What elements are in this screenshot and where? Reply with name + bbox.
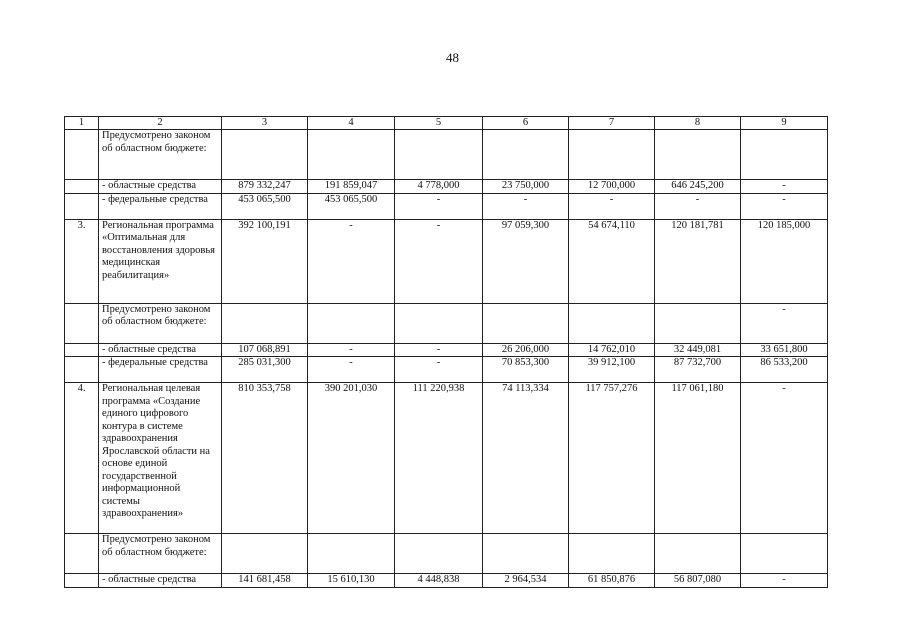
value-cell: - [741, 383, 828, 534]
table-row [65, 303, 828, 343]
value-cell: 810 353,758 [222, 383, 308, 534]
value-cell: 390 201,030 [308, 383, 395, 534]
header-cell: 5 [395, 117, 483, 130]
row-description: - областные средства [99, 180, 222, 194]
header-cell: 9 [741, 117, 828, 130]
value-cell: - [395, 343, 483, 357]
table-row [65, 219, 828, 303]
value-cell: - [741, 574, 828, 588]
value-cell: 117 061,180 [655, 383, 741, 534]
value-cell: 23 750,000 [483, 180, 569, 194]
row-index: 4. [65, 383, 99, 534]
table-row [65, 180, 828, 194]
table-row [65, 130, 828, 180]
value-cell: 453 065,500 [222, 193, 308, 219]
row-description: - областные средства [99, 574, 222, 588]
value-cell: 61 850,876 [569, 574, 655, 588]
value-cell: 107 068,891 [222, 343, 308, 357]
value-cell: - [395, 193, 483, 219]
value-cell [741, 130, 828, 180]
value-cell: 97 059,300 [483, 219, 569, 303]
value-cell: - [483, 193, 569, 219]
value-cell [655, 130, 741, 180]
value-cell [483, 534, 569, 574]
page-number: 48 [446, 50, 459, 65]
value-cell: - [569, 193, 655, 219]
header-cell: 8 [655, 117, 741, 130]
value-cell: 191 859,047 [308, 180, 395, 194]
value-cell: 120 185,000 [741, 219, 828, 303]
header-row [65, 117, 828, 130]
table-row [65, 343, 828, 357]
value-cell: 14 762,010 [569, 343, 655, 357]
header-cell: 6 [483, 117, 569, 130]
row-index [65, 130, 99, 180]
value-cell: - [395, 357, 483, 383]
value-cell [483, 303, 569, 343]
row-index [65, 357, 99, 383]
row-description: Региональная целевая программа «Создание единого цифрового контура в системе здравоохранения Ярославской области на основе единой государственной информационной системы здравоохранения» [99, 383, 222, 534]
value-cell: 39 912,100 [569, 357, 655, 383]
value-cell: 56 807,080 [655, 574, 741, 588]
value-cell: 453 065,500 [308, 193, 395, 219]
row-description: - федеральные средства [99, 357, 222, 383]
row-description: Предусмотрено законом об областном бюджете: [99, 130, 222, 180]
value-cell: - [308, 219, 395, 303]
row-index [65, 574, 99, 588]
value-cell: - [655, 193, 741, 219]
value-cell: - [308, 357, 395, 383]
table-row [65, 357, 828, 383]
value-cell: - [395, 219, 483, 303]
value-cell: 4 448,838 [395, 574, 483, 588]
value-cell [741, 534, 828, 574]
value-cell [395, 534, 483, 574]
value-cell [483, 130, 569, 180]
value-cell: 4 778,000 [395, 180, 483, 194]
value-cell: 74 113,334 [483, 383, 569, 534]
value-cell: 12 700,000 [569, 180, 655, 194]
header-cell: 7 [569, 117, 655, 130]
table-row [65, 574, 828, 588]
row-description: Предусмотрено законом об областном бюджете: [99, 303, 222, 343]
value-cell: 646 245,200 [655, 180, 741, 194]
table-row [65, 193, 828, 219]
table-row [65, 534, 828, 574]
value-cell: 285 031,300 [222, 357, 308, 383]
value-cell: 117 757,276 [569, 383, 655, 534]
value-cell [569, 534, 655, 574]
value-cell: 2 964,534 [483, 574, 569, 588]
row-description: Региональная программа «Оптимальная для восстановления здоровья медицинская реабилитация» [99, 219, 222, 303]
value-cell: 141 681,458 [222, 574, 308, 588]
value-cell [308, 303, 395, 343]
value-cell: 392 100,191 [222, 219, 308, 303]
value-cell: 70 853,300 [483, 357, 569, 383]
value-cell: 33 651,800 [741, 343, 828, 357]
value-cell [655, 303, 741, 343]
value-cell [569, 303, 655, 343]
value-cell: - [741, 303, 828, 343]
value-cell: 111 220,938 [395, 383, 483, 534]
value-cell: 879 332,247 [222, 180, 308, 194]
value-cell [569, 130, 655, 180]
value-cell: 15 610,130 [308, 574, 395, 588]
value-cell [395, 130, 483, 180]
value-cell: - [741, 180, 828, 194]
row-index [65, 343, 99, 357]
value-cell: - [741, 193, 828, 219]
row-index: 3. [65, 219, 99, 303]
value-cell [222, 534, 308, 574]
value-cell: - [308, 343, 395, 357]
value-cell: 54 674,110 [569, 219, 655, 303]
value-cell [222, 130, 308, 180]
row-description: - областные средства [99, 343, 222, 357]
value-cell [308, 130, 395, 180]
row-description: - федеральные средства [99, 193, 222, 219]
header-cell: 3 [222, 117, 308, 130]
value-cell [655, 534, 741, 574]
row-index [65, 534, 99, 574]
table-row [65, 383, 828, 534]
row-description: Предусмотрено законом об областном бюджете: [99, 534, 222, 574]
value-cell [308, 534, 395, 574]
value-cell: 87 732,700 [655, 357, 741, 383]
value-cell [395, 303, 483, 343]
row-index [65, 193, 99, 219]
value-cell: 26 206,000 [483, 343, 569, 357]
row-index [65, 303, 99, 343]
value-cell: 120 181,781 [655, 219, 741, 303]
header-cell: 4 [308, 117, 395, 130]
value-cell: 86 533,200 [741, 357, 828, 383]
value-cell: 32 449,081 [655, 343, 741, 357]
header-cell: 2 [99, 117, 222, 130]
row-index [65, 180, 99, 194]
value-cell [222, 303, 308, 343]
budget-table [64, 116, 828, 588]
header-cell: 1 [65, 117, 99, 130]
